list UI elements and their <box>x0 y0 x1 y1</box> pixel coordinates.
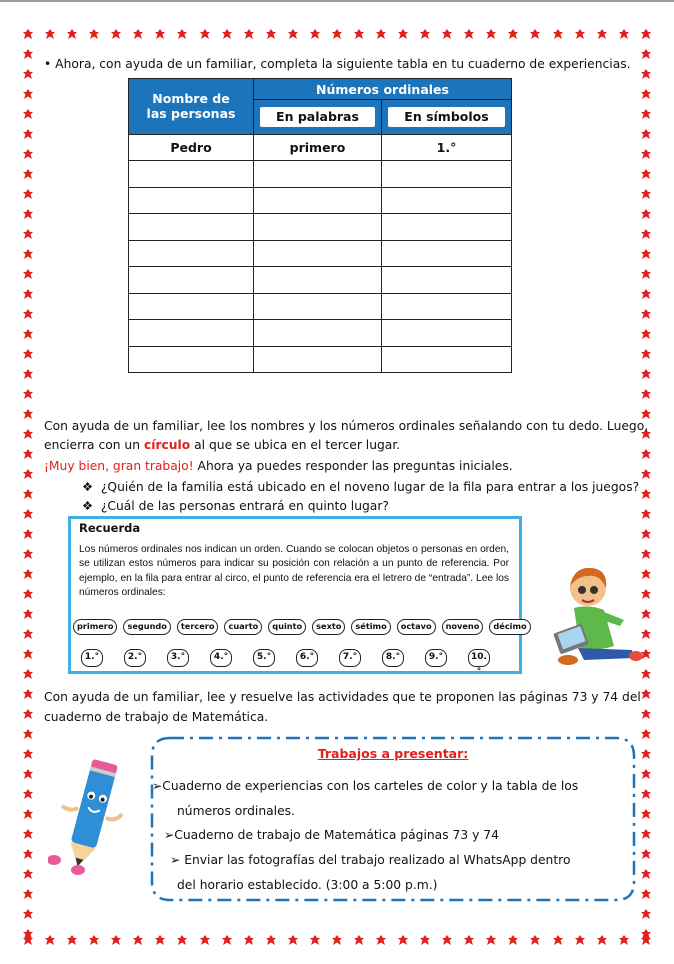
border-ornament-icon <box>110 934 122 946</box>
border-ornament-icon <box>22 228 34 240</box>
border-ornament-icon <box>243 28 255 40</box>
pencil-character-illustration <box>48 756 132 876</box>
border-ornament-icon <box>640 828 652 840</box>
table-cell-empty <box>254 214 382 241</box>
border-ornament-icon <box>199 934 211 946</box>
border-ornament-icon <box>88 934 100 946</box>
table-row <box>129 161 512 188</box>
border-ornament-icon <box>640 808 652 820</box>
border-ornament-icon <box>22 468 34 480</box>
border-ornament-icon <box>22 68 34 80</box>
border-ornament-icon <box>132 28 144 40</box>
border-ornament-icon <box>640 488 652 500</box>
intro-text: • Ahora, con ayuda de un familiar, completa la siguiente tabla en tu cuaderno de experiencias. <box>44 57 631 71</box>
table-cell-empty <box>381 293 511 320</box>
question-2-text: ¿Cuál de las personas entrará en quinto lugar? <box>100 499 389 513</box>
border-ornament-icon <box>22 728 34 740</box>
instruction-line-2 <box>44 437 400 453</box>
table-cell-empty <box>254 187 382 214</box>
ordinal-word: tercero <box>177 619 219 635</box>
border-ornament-icon <box>640 728 652 740</box>
border-ornament-icon <box>22 48 34 60</box>
border-ornament-icon <box>22 848 34 860</box>
border-ornament-icon <box>110 28 122 40</box>
recuerda-body: Los números ordinales nos indican un orden. Cuando se colocan objetos o personas en orden, se utilizan estos números para indicar su posición con relación a un punto de referencia. Por ejemplo, en la fila para entrar al circo, el punto de referencia era el letrero de “entrada”. Lee los números ordinales: <box>79 544 509 599</box>
border-ornament-icon <box>265 934 277 946</box>
border-ornament-icon <box>22 868 34 880</box>
border-ornament-icon <box>22 648 34 660</box>
table-cell-empty <box>381 267 511 294</box>
border-ornament-icon <box>640 708 652 720</box>
praise-text: ¡Muy bien, gran trabajo! <box>44 459 194 473</box>
border-ornament-icon <box>22 708 34 720</box>
border-ornament-icon <box>375 28 387 40</box>
ordinal-word: segundo <box>123 619 170 635</box>
border-ornament-icon <box>22 608 34 620</box>
table-cell-empty <box>254 267 382 294</box>
border-ornament-icon <box>22 888 34 900</box>
border-ornament-icon <box>22 488 34 500</box>
instruction-line-2-pre: encierra con un <box>44 438 144 452</box>
ordinal-word: octavo <box>397 619 436 635</box>
border-ornament-icon <box>353 934 365 946</box>
border-ornament-icon <box>419 934 431 946</box>
col-words-header-label: En palabras <box>260 107 375 127</box>
border-ornament-icon <box>22 148 34 160</box>
trabajos-line-3: ➢Cuaderno de trabajo de Matemática páginas 73 y 74 <box>164 828 499 842</box>
border-ornament-icon <box>176 28 188 40</box>
ornament-border-bottom <box>22 934 652 946</box>
border-ornament-icon <box>22 548 34 560</box>
border-ornament-icon <box>640 348 652 360</box>
table-cell-symbol: 1.° <box>381 134 511 161</box>
border-ornament-icon <box>640 848 652 860</box>
col-symbols-header-label: En símbolos <box>388 107 505 127</box>
ordinal-symbol: 7.° <box>339 649 361 667</box>
table-cell-empty <box>254 346 382 373</box>
instruction-line-2-post: al que se ubica en el tercer lugar. <box>190 438 401 452</box>
border-ornament-icon <box>640 468 652 480</box>
ordinal-symbol: 5.° <box>253 649 275 667</box>
ordinal-word: primero <box>73 619 117 635</box>
border-ornament-icon <box>529 934 541 946</box>
border-ornament-icon <box>640 748 652 760</box>
border-ornament-icon <box>22 368 34 380</box>
circle-keyword: círculo <box>143 438 191 452</box>
border-ornament-icon <box>22 268 34 280</box>
border-ornament-icon <box>22 668 34 680</box>
table-cell-empty <box>129 161 254 188</box>
col-names-header-line2: las personas <box>146 106 236 122</box>
table-row <box>129 187 512 214</box>
border-ornament-icon <box>640 48 652 60</box>
border-ornament-icon <box>22 508 34 520</box>
table-row <box>129 320 512 347</box>
table-cell-empty <box>129 267 254 294</box>
trabajos-line-5: del horario establecido. (3:00 a 5:00 p.m.) <box>177 878 438 892</box>
border-ornament-icon <box>199 28 211 40</box>
border-ornament-icon <box>22 28 34 40</box>
border-ornament-icon <box>243 934 255 946</box>
boy-laptop-illustration <box>548 560 644 672</box>
border-ornament-icon <box>22 308 34 320</box>
border-ornament-icon <box>640 108 652 120</box>
border-ornament-icon <box>463 28 475 40</box>
ordinal-symbol: 9.° <box>425 649 447 667</box>
border-ornament-icon <box>596 934 608 946</box>
border-ornament-icon <box>309 934 321 946</box>
border-ornament-icon <box>640 548 652 560</box>
ordinal-word: quinto <box>268 619 306 635</box>
border-ornament-icon <box>22 88 34 100</box>
table-cell-name: Pedro <box>129 134 254 161</box>
border-ornament-icon <box>419 28 431 40</box>
border-ornament-icon <box>640 888 652 900</box>
top-rule <box>0 0 674 2</box>
table-cell-empty <box>254 293 382 320</box>
border-ornament-icon <box>640 68 652 80</box>
col-words-header <box>254 100 382 135</box>
border-ornament-icon <box>640 768 652 780</box>
border-ornament-icon <box>22 128 34 140</box>
activity-line-1: Con ayuda de un familiar, lee y resuelve las actividades que te proponen las páginas 73 y 74 del <box>44 690 641 704</box>
border-ornament-icon <box>265 28 277 40</box>
ordinal-symbol: 4.° <box>210 649 232 667</box>
table-cell-empty <box>381 214 511 241</box>
ordinal-word: sétimo <box>351 619 390 635</box>
border-ornament-icon <box>22 568 34 580</box>
border-ornament-icon <box>640 788 652 800</box>
table-row <box>129 293 512 320</box>
border-ornament-icon <box>331 934 343 946</box>
ordinal-symbol: 6.° <box>296 649 318 667</box>
border-ornament-icon <box>287 934 299 946</box>
border-ornament-icon <box>640 288 652 300</box>
table-cell-empty <box>129 346 254 373</box>
activity-line-2: cuaderno de trabajo de Matemática. <box>44 710 269 724</box>
border-ornament-icon <box>22 928 34 940</box>
border-ornament-icon <box>640 128 652 140</box>
border-ornament-icon <box>88 28 100 40</box>
border-ornament-icon <box>507 28 519 40</box>
table-row <box>129 214 512 241</box>
border-ornament-icon <box>640 388 652 400</box>
table-cell-empty <box>129 214 254 241</box>
table-cell-empty <box>381 187 511 214</box>
border-ornament-icon <box>640 508 652 520</box>
border-ornament-icon <box>22 408 34 420</box>
border-ornament-icon <box>640 268 652 280</box>
ordinal-word: décimo <box>489 619 530 635</box>
border-ornament-icon <box>596 28 608 40</box>
col-names-header-line1: Nombre de <box>152 91 230 107</box>
table-row <box>129 134 512 161</box>
border-ornament-icon <box>375 934 387 946</box>
table-cell-empty <box>129 240 254 267</box>
diamond-bullet-icon: ❖ <box>82 499 94 513</box>
trabajos-line-2: números ordinales. <box>177 804 295 818</box>
border-ornament-icon <box>22 588 34 600</box>
table-row <box>129 267 512 294</box>
ordinal-words <box>73 619 537 635</box>
border-ornament-icon <box>22 528 34 540</box>
border-ornament-icon <box>22 748 34 760</box>
border-ornament-icon <box>176 934 188 946</box>
table-cell-empty <box>129 293 254 320</box>
border-ornament-icon <box>552 934 564 946</box>
border-ornament-icon <box>640 148 652 160</box>
border-ornament-icon <box>22 768 34 780</box>
border-ornament-icon <box>574 28 586 40</box>
border-ornament-icon <box>397 28 409 40</box>
border-ornament-icon <box>44 28 56 40</box>
table-row <box>129 346 512 373</box>
question-1-text: ¿Quién de la familia está ubicado en el noveno lugar de la fila para entrar a los juegos? <box>100 480 640 494</box>
border-ornament-icon <box>66 934 78 946</box>
border-ornament-icon <box>154 934 166 946</box>
ordinal-symbol: 3.° <box>167 649 189 667</box>
border-ornament-icon <box>640 528 652 540</box>
border-ornament-icon <box>22 908 34 920</box>
table-cell-empty <box>254 240 382 267</box>
border-ornament-icon <box>485 28 497 40</box>
ornament-border-left <box>22 28 34 940</box>
table-cell-empty <box>381 161 511 188</box>
border-ornament-icon <box>640 308 652 320</box>
instruction-line-1: Con ayuda de un familiar, lee los nombres y los números ordinales señalando con tu dedo. Luego, <box>44 419 649 433</box>
ordinal-symbols <box>81 649 511 677</box>
border-ornament-icon <box>221 934 233 946</box>
border-ornament-icon <box>22 448 34 460</box>
question-1 <box>82 479 639 495</box>
border-ornament-icon <box>22 428 34 440</box>
question-2 <box>82 498 389 514</box>
border-ornament-icon <box>640 328 652 340</box>
ordinal-symbol: 8.° <box>382 649 404 667</box>
border-ornament-icon <box>618 934 630 946</box>
table-cell-empty <box>254 320 382 347</box>
ordinal-word: sexto <box>312 619 345 635</box>
ordinal-symbol: 1.° <box>81 649 103 667</box>
border-ornament-icon <box>22 328 34 340</box>
border-ornament-icon <box>22 188 34 200</box>
border-ornament-icon <box>66 28 78 40</box>
border-ornament-icon <box>640 928 652 940</box>
ordinal-table <box>128 78 512 373</box>
border-ornament-icon <box>640 448 652 460</box>
border-ornament-icon <box>397 934 409 946</box>
border-ornament-icon <box>640 168 652 180</box>
border-ornament-icon <box>640 368 652 380</box>
border-ornament-icon <box>22 108 34 120</box>
border-ornament-icon <box>463 934 475 946</box>
trabajos-line-1: ➢Cuaderno de experiencias con los carteles de color y la tabla de los <box>152 779 579 793</box>
border-ornament-icon <box>287 28 299 40</box>
border-ornament-icon <box>22 808 34 820</box>
ordinal-group-header: Números ordinales <box>254 79 512 100</box>
border-ornament-icon <box>44 934 56 946</box>
border-ornament-icon <box>132 934 144 946</box>
border-ornament-icon <box>22 788 34 800</box>
praise-line <box>44 458 513 474</box>
border-ornament-icon <box>22 208 34 220</box>
border-ornament-icon <box>640 208 652 220</box>
border-ornament-icon <box>221 28 233 40</box>
border-ornament-icon <box>22 168 34 180</box>
table-cell-empty <box>254 161 382 188</box>
table-cell-empty <box>381 240 511 267</box>
border-ornament-icon <box>640 28 652 40</box>
ornament-border-right <box>640 28 652 940</box>
border-ornament-icon <box>22 348 34 360</box>
border-ornament-icon <box>640 248 652 260</box>
table-row <box>129 240 512 267</box>
border-ornament-icon <box>22 688 34 700</box>
border-ornament-icon <box>353 28 365 40</box>
border-ornament-icon <box>441 28 453 40</box>
border-ornament-icon <box>22 828 34 840</box>
border-ornament-icon <box>640 868 652 880</box>
diamond-bullet-icon: ❖ <box>82 480 94 494</box>
border-ornament-icon <box>441 934 453 946</box>
border-ornament-icon <box>529 28 541 40</box>
border-ornament-icon <box>22 388 34 400</box>
border-ornament-icon <box>507 934 519 946</box>
table-cell-empty <box>129 187 254 214</box>
border-ornament-icon <box>22 288 34 300</box>
border-ornament-icon <box>22 628 34 640</box>
praise-rest: Ahora ya puedes responder las preguntas iniciales. <box>193 459 513 473</box>
trabajos-line-4: ➢ Enviar las fotografías del trabajo realizado al WhatsApp dentro <box>170 853 571 867</box>
border-ornament-icon <box>154 28 166 40</box>
ordinal-symbol: 10.° <box>468 649 490 667</box>
table-cell-words: primero <box>254 134 382 161</box>
col-names-header <box>129 79 254 135</box>
border-ornament-icon <box>640 688 652 700</box>
recuerda-title: Recuerda <box>79 521 141 535</box>
ordinal-word: noveno <box>442 619 484 635</box>
trabajos-title: Trabajos a presentar: <box>317 746 469 761</box>
table-cell-empty <box>381 346 511 373</box>
border-ornament-icon <box>331 28 343 40</box>
border-ornament-icon <box>485 934 497 946</box>
recuerda-box <box>68 516 527 677</box>
table-cell-empty <box>129 320 254 347</box>
table-cell-empty <box>381 320 511 347</box>
border-ornament-icon <box>640 88 652 100</box>
ornament-border-top <box>22 28 652 40</box>
border-ornament-icon <box>22 248 34 260</box>
border-ornament-icon <box>309 28 321 40</box>
border-ornament-icon <box>574 934 586 946</box>
border-ornament-icon <box>552 28 564 40</box>
border-ornament-icon <box>618 28 630 40</box>
border-ornament-icon <box>640 908 652 920</box>
trabajos-box <box>150 736 636 902</box>
ordinal-symbol: 2.° <box>124 649 146 667</box>
border-ornament-icon <box>640 188 652 200</box>
ordinal-word: cuarto <box>224 619 262 635</box>
border-ornament-icon <box>640 228 652 240</box>
col-symbols-header <box>381 100 511 135</box>
